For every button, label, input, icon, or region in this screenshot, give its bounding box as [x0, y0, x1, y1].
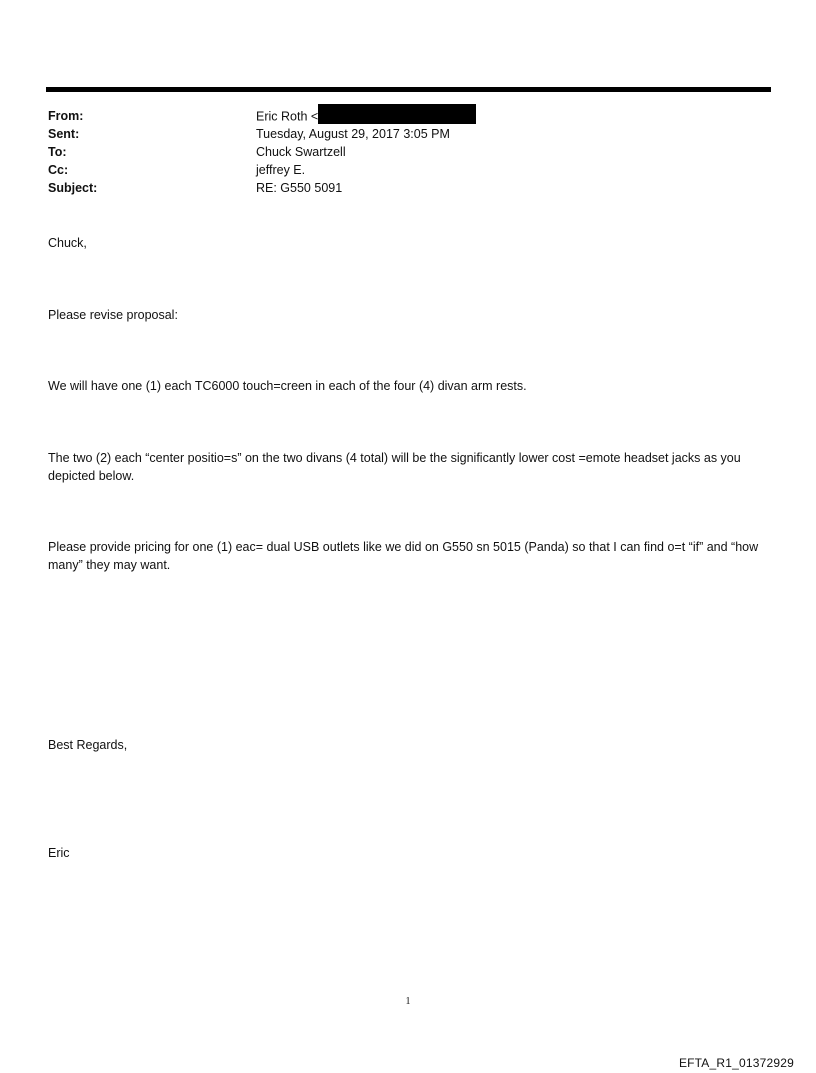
greeting: Chuck,: [48, 236, 87, 250]
from-label: From:: [48, 109, 84, 123]
signature: Eric: [48, 846, 70, 860]
body-paragraph-3: The two (2) each “center positio=s” on the two divans (4 total) will be the significantly lower cost =emote headset jacks as you depicted below.: [48, 451, 741, 483]
subject-value: RE: G550 5091: [256, 181, 343, 195]
body-paragraph-1: Please revise proposal:: [48, 308, 178, 322]
subject-label: Subject:: [48, 181, 98, 195]
from-value: [256, 107, 476, 127]
cc-value: jeffrey E.: [256, 163, 306, 177]
to-value: Chuck Swartzell: [256, 145, 346, 159]
body-paragraph-4: Please provide pricing for one (1) eac= dual USB outlets like we did on G550 sn 5015 (Panda) so that I can find o=t “if” and “how many” they may want.: [48, 540, 759, 572]
redaction-block: [318, 104, 476, 124]
sent-value: Tuesday, August 29, 2017 3:05 PM: [256, 127, 450, 141]
from-name: Eric Roth <: [256, 109, 319, 124]
document-id: EFTA_R1_01372929: [678, 1056, 794, 1070]
to-label: To:: [48, 145, 67, 159]
cc-label: Cc:: [48, 163, 69, 177]
page-number: 1: [405, 996, 411, 1007]
header-divider: [46, 87, 771, 92]
body-paragraph-2: We will have one (1) each TC6000 touch=creen in each of the four (4) divan arm rests.: [48, 379, 527, 393]
closing: Best Regards,: [48, 738, 128, 752]
sent-label: Sent:: [48, 127, 80, 141]
